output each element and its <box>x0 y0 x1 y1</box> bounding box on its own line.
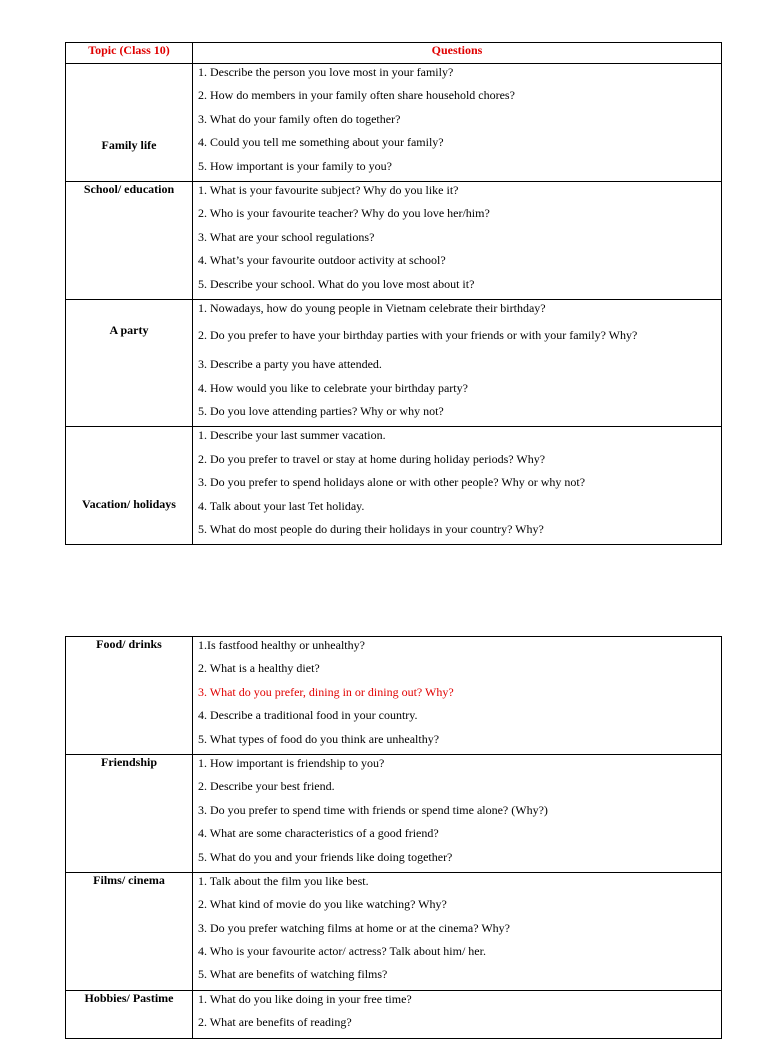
question-item: 5. How important is your family to you? <box>198 158 392 173</box>
topic-label: Food/ drinks <box>96 637 162 651</box>
question-item: 5. What do you and your friends like doing together? <box>198 849 453 864</box>
questions-cell <box>193 427 722 545</box>
topic-row-friendship <box>66 754 722 872</box>
question-item: 4. Could you tell me something about your family? <box>198 135 444 150</box>
topic-label: School/ education <box>83 181 175 196</box>
question-item: 5. Describe your school. What do you love most about it? <box>198 276 475 291</box>
question-item: 5. What are benefits of watching films? <box>198 967 388 982</box>
questions-cell <box>193 64 722 182</box>
topic-label: Friendship <box>100 754 157 769</box>
topic-cell <box>66 64 193 182</box>
question-item: 2. What kind of movie do you like watching? Why? <box>198 897 447 912</box>
question-item: 2. Describe your best friend. <box>198 779 335 794</box>
topic-label: Hobbies/ Pastime <box>84 990 174 1005</box>
question-item: 1. Describe the person you love most in your family? <box>198 65 454 79</box>
questions-cell <box>193 181 722 299</box>
question-item: 4. How would you like to celebrate your birthday party? <box>198 380 468 395</box>
question-item: 1. Talk about the film you like best. <box>198 873 369 888</box>
question-item: 3. What are your school regulations? <box>198 229 375 244</box>
question-item: 2. Who is your favourite teacher? Why do you love her/him? <box>198 206 490 221</box>
topic-label: Vacation/ holidays <box>82 497 176 512</box>
question-item: 5. What types of food do you think are unhealthy? <box>198 731 440 746</box>
question-item: 3. What do your family often do together? <box>198 111 401 126</box>
question-item: 5. Do you love attending parties? Why or why not? <box>198 404 444 419</box>
questions-cell <box>193 872 722 990</box>
topic-cell <box>66 181 193 299</box>
topic-row-school-education <box>66 181 722 299</box>
question-item: 2. What is a healthy diet? <box>198 661 320 676</box>
topic-row-a-party <box>66 299 722 427</box>
question-item: 1. What is your favourite subject? Why do you like it? <box>198 182 459 197</box>
question-item: 2. Do you prefer to travel or stay at home during holiday periods? Why? <box>198 451 546 466</box>
topic-row-family-life <box>66 64 722 182</box>
topic-row-films-cinema <box>66 872 722 990</box>
question-item: 4. Describe a traditional food in your country. <box>198 708 418 723</box>
header-topic: Topic (Class 10) <box>66 43 193 64</box>
question-item: 2. What are benefits of reading? <box>198 1015 352 1030</box>
question-item-highlighted: 3. What do you prefer, dining in or dining out? Why? <box>198 684 454 699</box>
topic-cell <box>66 637 193 755</box>
topic-label: A party <box>109 322 149 337</box>
question-item: 2. How do members in your family often share household chores? <box>198 88 515 103</box>
question-item: 3. Do you prefer watching films at home or at the cinema? Why? <box>198 920 511 935</box>
question-item: 4. What are some characteristics of a good friend? <box>198 826 439 841</box>
questions-cell <box>193 637 722 755</box>
question-item: 4. What’s your favourite outdoor activity at school? <box>198 253 446 268</box>
topic-label: Family life <box>101 138 157 152</box>
questions-table-2 <box>65 636 722 1039</box>
topic-cell <box>66 754 193 872</box>
topic-row-hobbies-pastime <box>66 990 722 1038</box>
topic-cell <box>66 872 193 990</box>
question-item: 1. Describe your last summer vacation. <box>198 428 386 443</box>
question-item: 5. What do most people do during their holidays in your country? Why? <box>198 522 544 537</box>
topic-row-food-drinks <box>66 637 722 755</box>
question-item: 3. Do you prefer to spend holidays alone or with other people? Why or why not? <box>198 475 586 490</box>
question-item: 3. Describe a party you have attended. <box>198 357 382 372</box>
questions-cell <box>193 754 722 872</box>
question-item: 1. How important is friendship to you? <box>198 755 385 770</box>
question-item: 1. What do you like doing in your free time? <box>198 991 412 1006</box>
question-item: 2. Do you prefer to have your birthday parties with your friends or with your family? Why? <box>198 328 638 343</box>
header-questions: Questions <box>193 43 722 64</box>
questions-cell <box>193 299 722 427</box>
topic-cell <box>66 427 193 545</box>
topic-cell <box>66 299 193 427</box>
question-item: 4. Who is your favourite actor/ actress? Talk about him/ her. <box>198 944 486 959</box>
question-item: 1.Is fastfood healthy or unhealthy? <box>198 638 365 652</box>
topic-row-vacation-holidays <box>66 427 722 545</box>
table-header-row <box>66 43 722 64</box>
question-item: 3. Do you prefer to spend time with friends or spend time alone? (Why?) <box>198 802 548 817</box>
questions-cell <box>193 990 722 1038</box>
question-item: 4. Talk about your last Tet holiday. <box>198 498 365 513</box>
questions-table-1 <box>65 42 722 545</box>
topic-label: Films/ cinema <box>93 872 165 887</box>
question-item: 1. Nowadays, how do young people in Vietnam celebrate their birthday? <box>198 300 546 315</box>
topic-cell <box>66 990 193 1038</box>
